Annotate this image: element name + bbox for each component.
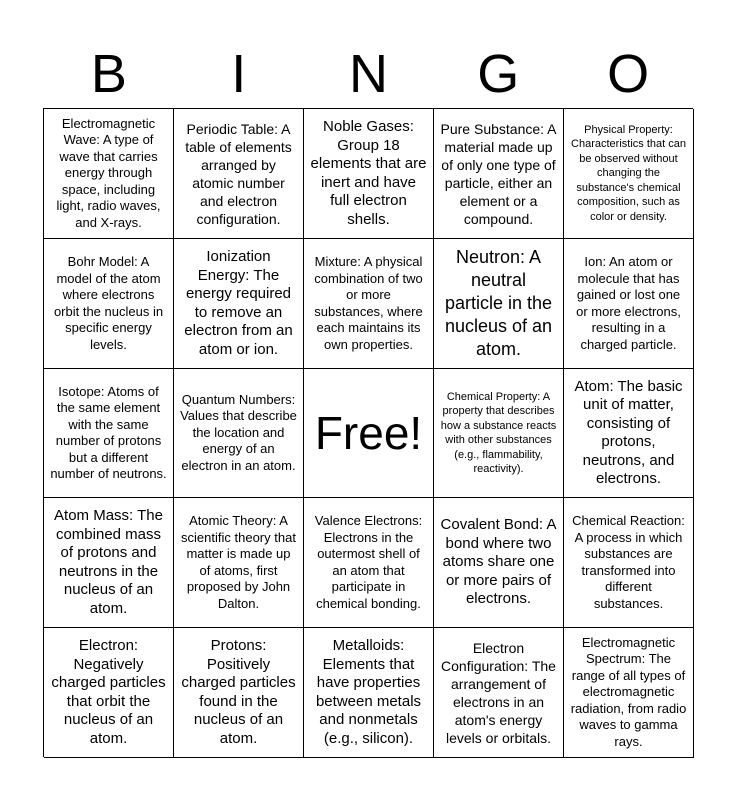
cell-text: Chemical Property: A property that describes how a substance reacts with other substances (e.g., flammability, reactivity). — [440, 390, 557, 475]
cell-text: Ionization Energy: The energy required to remove an electron from an atom or ion. — [184, 248, 293, 358]
cell-text: Protons: Positively charged particles found in the nucleus of an atom. — [181, 637, 296, 747]
bingo-header — [44, 44, 693, 104]
cell-text: Physical Property: Characteristics that can be observed without changing the substance's chemical composition, such as color or density. — [571, 123, 686, 223]
bingo-cell — [174, 109, 304, 239]
header-letter-b: B — [90, 44, 127, 104]
cell-text: Electron Configuration: The arrangement of electrons in an atom's energy levels or orbitals. — [441, 639, 556, 746]
cell-text: Electromagnetic Spectrum: The range of all types of electromagnetic radiation, from radio waves to gamma rays. — [570, 634, 687, 749]
bingo-cell — [564, 498, 694, 628]
cell-text: Chemical Reaction: A process in which substances are transformed into different substances. — [572, 513, 685, 611]
header-letter-g: G — [477, 44, 520, 104]
bingo-cell — [564, 109, 694, 239]
bingo-cell — [44, 628, 174, 758]
bingo-cell — [564, 369, 694, 498]
free-space-cell — [304, 369, 434, 498]
bingo-cell — [44, 369, 174, 498]
bingo-cell — [304, 628, 434, 758]
cell-text: Neutron: A neutral particle in the nucleus of an atom. — [444, 247, 553, 359]
cell-text: Atom: The basic unit of matter, consisting of protons, neutrons, and electrons. — [574, 377, 683, 487]
cell-text: Valence Electrons: Electrons in the outermost shell of an atom that participate in chemical bonding. — [314, 513, 423, 611]
free-space-text: Free! — [314, 407, 423, 459]
cell-text: Periodic Table: A table of elements arranged by atomic number and electron configuration. — [185, 120, 292, 227]
bingo-cell — [44, 498, 174, 628]
cell-text: Bohr Model: A model of the atom where electrons orbit the nucleus in specific energy levels. — [53, 254, 164, 352]
header-letter-i: I — [231, 44, 247, 104]
bingo-cell — [174, 498, 304, 628]
cell-text: Electromagnetic Wave: A type of wave that carries energy through space, including light, radio waves, and X-rays. — [56, 115, 161, 230]
bingo-cell — [174, 628, 304, 758]
bingo-cell — [304, 498, 434, 628]
bingo-cell — [564, 628, 694, 758]
bingo-cell — [434, 498, 564, 628]
bingo-cell — [304, 109, 434, 239]
bingo-cell — [44, 109, 174, 239]
bingo-cell — [434, 628, 564, 758]
bingo-cell — [434, 369, 564, 498]
cell-text: Mixture: A physical combination of two or more substances, where each maintains its own properties. — [314, 254, 423, 352]
bingo-cell — [174, 369, 304, 498]
bingo-cell — [434, 109, 564, 239]
header-letter-o: O — [607, 44, 650, 104]
bingo-cell — [174, 239, 304, 369]
cell-text: Isotope: Atoms of the same element with the same number of protons but a different number of neutrons. — [50, 383, 167, 481]
bingo-board — [43, 108, 693, 757]
cell-text: Ion: An atom or molecule that has gained or lost one or more electrons, resulting in a charged particle. — [576, 254, 681, 352]
cell-text: Noble Gases: Group 18 elements that are inert and have full electron shells. — [310, 118, 427, 228]
bingo-cell — [44, 239, 174, 369]
cell-text: Atomic Theory: A scientific theory that matter is made up of atoms, first proposed by John Dalton. — [181, 513, 296, 611]
cell-text: Covalent Bond: A bond where two atoms share one or more pairs of electrons. — [440, 516, 557, 608]
bingo-cell — [304, 239, 434, 369]
cell-text: Pure Substance: A material made up of only one type of particle, either an element or a compound. — [440, 120, 557, 227]
cell-text: Quantum Numbers: Values that describe the location and energy of an electron in an atom. — [180, 391, 297, 473]
bingo-cell — [434, 239, 564, 369]
bingo-cell — [564, 239, 694, 369]
cell-text: Electron: Negatively charged particles that orbit the nucleus of an atom. — [51, 637, 166, 747]
cell-text: Metalloids: Elements that have properties between metals and nonmetals (e.g., silicon). — [315, 637, 422, 747]
header-letter-n: N — [348, 44, 388, 104]
cell-text: Atom Mass: The combined mass of protons and neutrons in the nucleus of an atom. — [54, 507, 163, 617]
